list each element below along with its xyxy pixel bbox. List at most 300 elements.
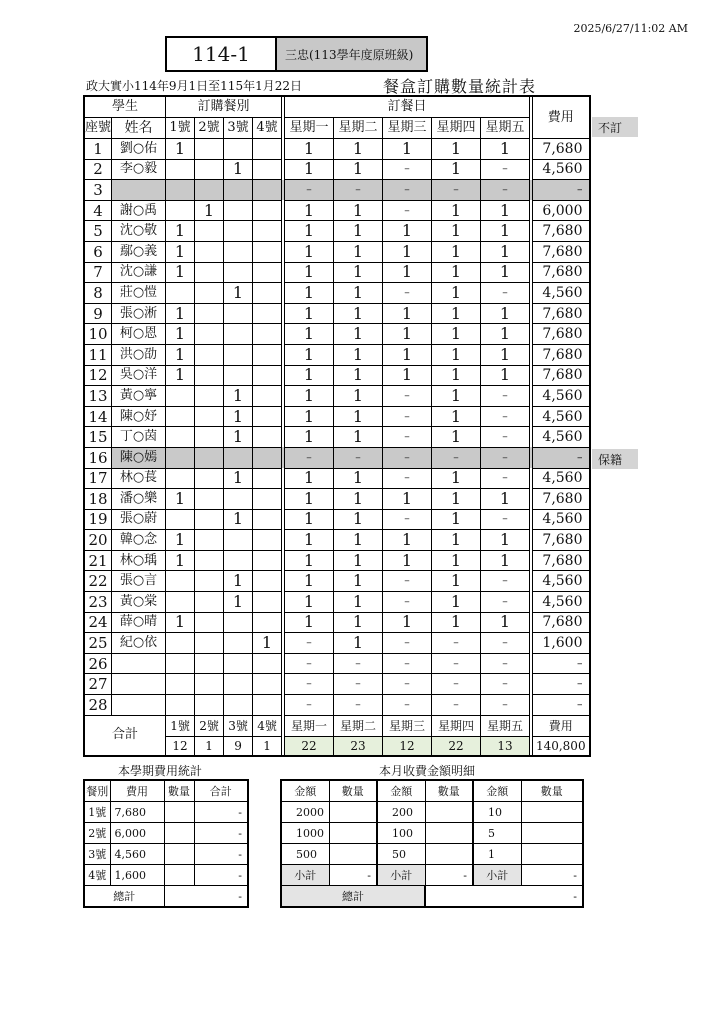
print-timestamp: 2025/6/27/11:02 AM	[573, 22, 688, 35]
day-3-cell: –	[383, 468, 432, 489]
header-row-2	[84, 118, 590, 139]
money-amount: 50	[377, 844, 425, 865]
seat-number: 7	[84, 262, 112, 283]
money-amount: 2000	[281, 802, 329, 823]
meal-2-cell	[195, 221, 224, 242]
meal-3-cell	[224, 303, 253, 324]
meal-4-cell	[253, 386, 282, 407]
day-4-cell: 1	[432, 530, 481, 551]
day-1-cell: 1	[285, 550, 334, 571]
student-name: 薛○晴	[112, 612, 166, 633]
day-5-cell: –	[481, 447, 530, 468]
fees-row	[84, 823, 248, 844]
meal-1-cell	[166, 386, 195, 407]
money-amount: 200	[377, 802, 425, 823]
fees-grand-label: 總計	[84, 886, 164, 908]
meal-3-cell	[224, 221, 253, 242]
meal-2-cell	[195, 386, 224, 407]
meal-3-cell: 1	[224, 592, 253, 613]
day-2-cell: 1	[334, 221, 383, 242]
meal-3-cell	[224, 324, 253, 345]
meal-1-header: 1號	[166, 118, 195, 139]
meal-1-cell: 1	[166, 550, 195, 571]
meal-2-cell	[195, 530, 224, 551]
meal-2-cell	[195, 283, 224, 304]
meal-3-cell	[224, 241, 253, 262]
money-qty	[329, 802, 377, 823]
day-1-cell: 1	[285, 303, 334, 324]
sum-meal-1-head: 1號	[166, 715, 195, 736]
money-qty	[425, 802, 473, 823]
seat-number: 10	[84, 324, 112, 345]
fee-header: 費用	[533, 96, 590, 139]
seat-number: 14	[84, 406, 112, 427]
meal-3-cell: 1	[224, 386, 253, 407]
meal-2-cell	[195, 447, 224, 468]
sum-meal-2-total: 1	[195, 736, 224, 756]
fees-row	[84, 802, 248, 823]
fee-cell: 4,560	[533, 468, 590, 489]
money-subtotal-label-3: 小計	[473, 865, 521, 886]
day-2-cell: –	[334, 695, 383, 716]
money-row	[281, 802, 583, 823]
day-3-cell: 1	[383, 262, 432, 283]
day-4-cell: 1	[432, 303, 481, 324]
day-1-cell: 1	[285, 324, 334, 345]
day-4-cell: 1	[432, 324, 481, 345]
money-head-qty-2: 數量	[425, 780, 473, 802]
meal-2-cell	[195, 550, 224, 571]
fee-cell: 4,560	[533, 427, 590, 448]
money-qty	[521, 802, 583, 823]
seat-number: 25	[84, 633, 112, 654]
money-amount: 5	[473, 823, 521, 844]
student-header: 學生	[84, 96, 166, 118]
sum-meal-1-total: 12	[166, 736, 195, 756]
seat-number: 9	[84, 303, 112, 324]
day-4-cell: 1	[432, 468, 481, 489]
seat-number: 4	[84, 200, 112, 221]
fees-row	[84, 865, 248, 886]
fees-qty	[164, 802, 194, 823]
student-name	[112, 653, 166, 674]
sum-tue-total: 23	[334, 736, 383, 756]
fees-total: -	[194, 823, 248, 844]
day-4-cell: 1	[432, 139, 481, 160]
meal-2-cell	[195, 406, 224, 427]
day-1-cell: 1	[285, 509, 334, 530]
day-5-cell: 1	[481, 303, 530, 324]
day-1-cell: 1	[285, 530, 334, 551]
meal-1-cell	[166, 406, 195, 427]
day-4-cell: 1	[432, 571, 481, 592]
meal-1-cell	[166, 180, 195, 201]
fee-cell: 7,680	[533, 139, 590, 160]
meal-2-cell	[195, 139, 224, 160]
day-2-cell: 1	[334, 262, 383, 283]
meal-2-cell	[195, 344, 224, 365]
sum-thu-head: 星期四	[432, 715, 481, 736]
day-2-cell: 1	[334, 633, 383, 654]
meal-3-cell: 1	[224, 509, 253, 530]
meal-2-cell	[195, 303, 224, 324]
seat-number: 16	[84, 447, 112, 468]
meal-3-cell	[224, 200, 253, 221]
day-2-cell: 1	[334, 200, 383, 221]
money-qty	[425, 823, 473, 844]
meal-4-cell	[253, 695, 282, 716]
student-row	[84, 262, 590, 283]
student-name: 張○淅	[112, 303, 166, 324]
day-5-cell: –	[481, 592, 530, 613]
meal-2-cell: 1	[195, 200, 224, 221]
meal-3-cell	[224, 365, 253, 386]
day-1-cell: 1	[285, 427, 334, 448]
day-4-cell: 1	[432, 509, 481, 530]
meal-4-cell	[253, 241, 282, 262]
money-head-qty-3: 數量	[521, 780, 583, 802]
meal-3-cell: 1	[224, 571, 253, 592]
day-thu-header: 星期四	[432, 118, 481, 139]
meal-1-cell: 1	[166, 344, 195, 365]
fees-qty	[164, 844, 194, 865]
day-5-cell: 1	[481, 489, 530, 510]
meal-3-cell	[224, 674, 253, 695]
meal-3-cell: 1	[224, 283, 253, 304]
student-row	[84, 324, 590, 345]
fee-cell: 7,680	[533, 303, 590, 324]
day-2-cell: 1	[334, 344, 383, 365]
meal-2-cell	[195, 633, 224, 654]
money-subtotal-3: -	[521, 865, 583, 886]
sum-meal-3-total: 9	[224, 736, 253, 756]
meal-2-cell	[195, 695, 224, 716]
meal-2-cell	[195, 653, 224, 674]
fee-cell: 7,680	[533, 365, 590, 386]
day-1-cell: 1	[285, 283, 334, 304]
meal-2-cell	[195, 489, 224, 510]
seat-number: 12	[84, 365, 112, 386]
student-row	[84, 592, 590, 613]
fee-cell: 4,560	[533, 159, 590, 180]
day-4-cell: 1	[432, 344, 481, 365]
day-3-cell: –	[383, 200, 432, 221]
meal-3-cell	[224, 550, 253, 571]
seat-number: 17	[84, 468, 112, 489]
meal-4-cell	[253, 550, 282, 571]
meal-1-cell	[166, 468, 195, 489]
money-head-amount-1: 金額	[281, 780, 329, 802]
meal-1-cell: 1	[166, 365, 195, 386]
fees-total: -	[194, 844, 248, 865]
meal-2-cell	[195, 427, 224, 448]
student-name: 黃○棠	[112, 592, 166, 613]
day-4-cell: 1	[432, 241, 481, 262]
day-3-cell: –	[383, 283, 432, 304]
day-1-cell: 1	[285, 344, 334, 365]
sum-fee-total: 140,800	[533, 736, 590, 756]
document-title: 餐盒訂購數量統計表	[383, 77, 537, 96]
day-3-cell: –	[383, 427, 432, 448]
fees-meal: 4號	[84, 865, 110, 886]
day-3-cell: –	[383, 633, 432, 654]
student-row	[84, 386, 590, 407]
day-3-cell: 1	[383, 612, 432, 633]
day-5-cell: –	[481, 674, 530, 695]
student-name: 劉○佑	[112, 139, 166, 160]
fees-head-total: 合計	[194, 780, 248, 802]
fees-head-fee: 費用	[110, 780, 164, 802]
day-5-cell: 1	[481, 221, 530, 242]
money-qty	[329, 844, 377, 865]
day-1-cell: –	[285, 180, 334, 201]
student-row	[84, 653, 590, 674]
fees-price: 1,600	[110, 865, 164, 886]
day-1-cell: –	[285, 695, 334, 716]
day-2-cell: –	[334, 674, 383, 695]
money-row	[281, 844, 583, 865]
student-name: 謝○禹	[112, 200, 166, 221]
day-2-cell: 1	[334, 550, 383, 571]
day-2-cell: 1	[334, 571, 383, 592]
day-tue-header: 星期二	[334, 118, 383, 139]
name-header: 姓名	[112, 118, 166, 139]
day-3-cell: 1	[383, 344, 432, 365]
meal-4-cell	[253, 344, 282, 365]
meal-3-cell	[224, 180, 253, 201]
day-2-cell: –	[334, 447, 383, 468]
meal-4-cell	[253, 262, 282, 283]
day-2-cell: 1	[334, 509, 383, 530]
day-4-cell: –	[432, 695, 481, 716]
day-4-cell: 1	[432, 406, 481, 427]
student-name: 陳○妤	[112, 406, 166, 427]
meal-4-cell	[253, 509, 282, 530]
student-name: 張○蔚	[112, 509, 166, 530]
money-amount: 10	[473, 802, 521, 823]
student-name: 李○毅	[112, 159, 166, 180]
seat-number: 28	[84, 695, 112, 716]
day-3-cell: 1	[383, 365, 432, 386]
sum-meal-2-head: 2號	[195, 715, 224, 736]
meal-4-cell	[253, 530, 282, 551]
day-3-cell: –	[383, 406, 432, 427]
meal-1-cell	[166, 695, 195, 716]
student-name: 丁○茵	[112, 427, 166, 448]
meal-4-cell	[253, 324, 282, 345]
meal-4-cell	[253, 612, 282, 633]
meal-1-cell: 1	[166, 303, 195, 324]
day-3-cell: –	[383, 571, 432, 592]
day-3-cell: 1	[383, 139, 432, 160]
money-qty	[521, 823, 583, 844]
money-subtotal-1: -	[329, 865, 377, 886]
day-1-cell: –	[285, 674, 334, 695]
fees-total: -	[194, 802, 248, 823]
seat-number: 24	[84, 612, 112, 633]
day-3-cell: –	[383, 674, 432, 695]
meal-1-cell	[166, 509, 195, 530]
student-name: 韓○念	[112, 530, 166, 551]
day-1-cell: 1	[285, 612, 334, 633]
day-2-cell: 1	[334, 530, 383, 551]
meal-1-cell	[166, 447, 195, 468]
day-2-cell: 1	[334, 303, 383, 324]
day-2-cell: 1	[334, 139, 383, 160]
seat-number: 23	[84, 592, 112, 613]
seat-number: 15	[84, 427, 112, 448]
day-4-cell: 1	[432, 592, 481, 613]
sum-tue-head: 星期二	[334, 715, 383, 736]
money-head-qty-1: 數量	[329, 780, 377, 802]
sum-fee-head: 費用	[533, 715, 590, 736]
day-2-cell: –	[334, 653, 383, 674]
student-name: 沈○敬	[112, 221, 166, 242]
seat-number: 18	[84, 489, 112, 510]
meal-4-cell	[253, 592, 282, 613]
fee-cell: 7,680	[533, 344, 590, 365]
meal-2-cell	[195, 324, 224, 345]
meal-1-cell: 1	[166, 612, 195, 633]
meal-3-cell	[224, 612, 253, 633]
fee-cell: –	[533, 447, 590, 468]
day-2-cell: 1	[334, 592, 383, 613]
meal-3-cell: 1	[224, 159, 253, 180]
student-row	[84, 406, 590, 427]
student-row	[84, 344, 590, 365]
day-5-cell: 1	[481, 200, 530, 221]
money-qty	[329, 823, 377, 844]
student-name	[112, 695, 166, 716]
day-2-cell: 1	[334, 468, 383, 489]
money-qty	[425, 844, 473, 865]
day-1-cell: 1	[285, 365, 334, 386]
money-qty	[521, 844, 583, 865]
fees-price: 6,000	[110, 823, 164, 844]
day-5-cell: 1	[481, 365, 530, 386]
meal-3-cell	[224, 633, 253, 654]
meal-3-cell: 1	[224, 427, 253, 448]
fee-cell: 4,560	[533, 283, 590, 304]
fee-cell: –	[533, 653, 590, 674]
meal-1-cell	[166, 592, 195, 613]
fees-total: -	[194, 865, 248, 886]
seat-number: 20	[84, 530, 112, 551]
day-3-cell: 1	[383, 303, 432, 324]
student-row	[84, 159, 590, 180]
student-row	[84, 283, 590, 304]
day-3-cell: 1	[383, 324, 432, 345]
monthly-money-table	[280, 779, 584, 908]
meal-1-cell: 1	[166, 324, 195, 345]
class-note: 三忠(113學年度原班級)	[277, 36, 428, 72]
seat-number: 21	[84, 550, 112, 571]
fees-head-meal: 餐別	[84, 780, 110, 802]
seat-number: 11	[84, 344, 112, 365]
meal-3-cell	[224, 262, 253, 283]
sum-mon-total: 22	[285, 736, 334, 756]
day-1-cell: 1	[285, 200, 334, 221]
meal-4-cell	[253, 674, 282, 695]
student-row	[84, 200, 590, 221]
meal-4-cell	[253, 159, 282, 180]
meal-3-cell	[224, 139, 253, 160]
fees-meal: 3號	[84, 844, 110, 865]
meal-2-cell	[195, 180, 224, 201]
meal-2-cell	[195, 674, 224, 695]
student-name: 陳○嫣	[112, 447, 166, 468]
student-row	[84, 180, 590, 201]
seat-number: 1	[84, 139, 112, 160]
seat-number: 27	[84, 674, 112, 695]
day-3-cell: 1	[383, 530, 432, 551]
meal-2-cell	[195, 365, 224, 386]
summary-label: 合計	[84, 715, 166, 756]
meal-3-cell	[224, 447, 253, 468]
fee-cell: –	[533, 180, 590, 201]
student-name: 吳○洋	[112, 365, 166, 386]
meal-1-cell: 1	[166, 221, 195, 242]
meal-1-cell: 1	[166, 530, 195, 551]
student-row	[84, 695, 590, 716]
fees-meal: 2號	[84, 823, 110, 844]
fee-cell: 6,000	[533, 200, 590, 221]
meal-2-cell	[195, 241, 224, 262]
fee-cell: 4,560	[533, 406, 590, 427]
day-4-cell: 1	[432, 489, 481, 510]
day-5-cell: 1	[481, 344, 530, 365]
retained-label: 保籍	[592, 449, 638, 469]
money-grand-total: -	[425, 886, 583, 908]
money-subtotal-label-2: 小計	[377, 865, 425, 886]
day-1-cell: 1	[285, 221, 334, 242]
day-5-cell: –	[481, 571, 530, 592]
meal-2-cell	[195, 612, 224, 633]
day-2-cell: 1	[334, 283, 383, 304]
meal-4-header: 4號	[253, 118, 282, 139]
seat-number: 3	[84, 180, 112, 201]
day-mon-header: 星期一	[285, 118, 334, 139]
student-row	[84, 303, 590, 324]
student-name	[112, 674, 166, 695]
header-row-1	[84, 96, 590, 118]
day-4-cell: –	[432, 447, 481, 468]
day-fri-header: 星期五	[481, 118, 530, 139]
fees-header-row	[84, 780, 248, 802]
student-row	[84, 468, 590, 489]
meal-1-cell	[166, 653, 195, 674]
student-row	[84, 139, 590, 160]
day-3-cell: –	[383, 592, 432, 613]
day-wed-header: 星期三	[383, 118, 432, 139]
meal-4-cell	[253, 468, 282, 489]
meal-1-cell: 1	[166, 241, 195, 262]
fees-row	[84, 844, 248, 865]
seat-number: 19	[84, 509, 112, 530]
day-4-cell: –	[432, 653, 481, 674]
fees-qty	[164, 823, 194, 844]
meal-3-header: 3號	[224, 118, 253, 139]
meal-4-cell	[253, 406, 282, 427]
student-name: 林○萇	[112, 468, 166, 489]
money-subtotal-2: -	[425, 865, 473, 886]
semester-fees-title: 本學期費用統計	[118, 764, 203, 778]
day-1-cell: –	[285, 447, 334, 468]
sum-wed-total: 12	[383, 736, 432, 756]
day-4-cell: 1	[432, 262, 481, 283]
day-1-cell: 1	[285, 159, 334, 180]
day-1-cell: –	[285, 633, 334, 654]
